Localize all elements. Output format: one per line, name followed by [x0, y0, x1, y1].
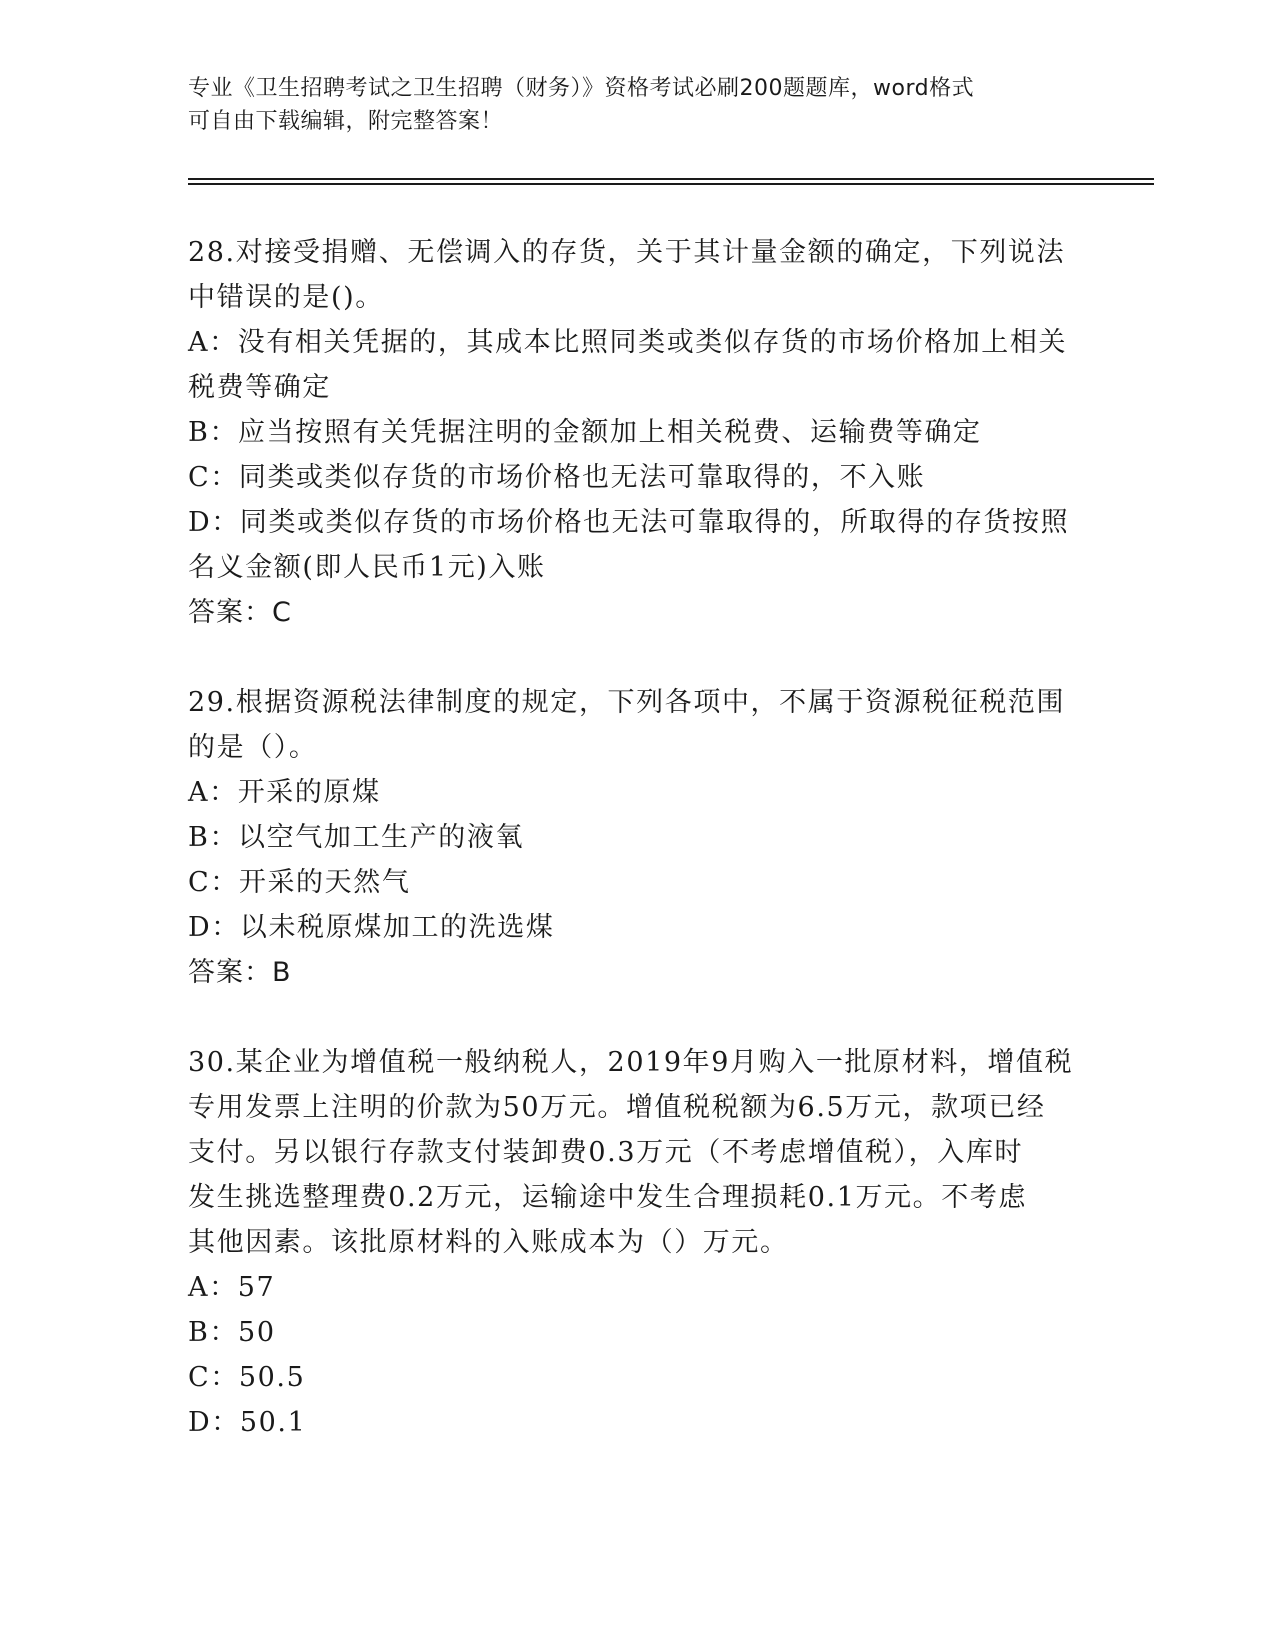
question-30-option-d: D：50.1 — [188, 1407, 307, 1438]
question-28-option-a-line-2: 税费等确定 — [188, 372, 331, 403]
header-line-2: 可自由下载编辑，附完整答案！ — [188, 109, 504, 134]
question-30-stem-line-3: 支付。另以银行存款支付装卸费0.3万元（不考虑增值税），入库时 — [188, 1137, 1024, 1168]
question-30-option-a: A：57 — [188, 1272, 276, 1303]
question-29-answer: 答案：B — [188, 957, 292, 988]
question-29-stem-line-1: 29.根据资源税法律制度的规定，下列各项中，不属于资源税征税范围 — [188, 687, 1066, 718]
question-30-stem-line-5: 其他因素。该批原材料的入账成本为（）万元。 — [188, 1227, 789, 1258]
question-28-option-a-line-1: A：没有相关凭据的，其成本比照同类或类似存货的市场价格加上相关 — [188, 327, 1068, 358]
question-30-option-b: B：50 — [188, 1317, 276, 1348]
question-30-stem-line-4: 发生挑选整理费0.2万元，运输途中发生合理损耗0.1万元。不考虑 — [188, 1182, 1028, 1213]
header-divider-bottom — [188, 183, 1154, 185]
question-28-stem-line-2: 中错误的是()。 — [188, 282, 384, 313]
question-29-option-a: A：开采的原煤 — [188, 777, 381, 808]
header-divider-top — [188, 178, 1154, 180]
question-30-stem-line-2: 专用发票上注明的价款为50万元。增值税税额为6.5万元，款项已经 — [188, 1092, 1046, 1123]
question-30-stem-line-1: 30.某企业为增值税一般纳税人，2019年9月购入一批原材料，增值税 — [188, 1047, 1074, 1078]
document-header — [188, 72, 1068, 138]
question-29-option-c: C：开采的天然气 — [188, 867, 411, 898]
question-28-answer: 答案：C — [188, 597, 292, 628]
question-29-option-d: D：以未税原煤加工的洗选煤 — [188, 912, 555, 943]
question-28-option-d-line-1: D：同类或类似存货的市场价格也无法可靠取得的，所取得的存货按照 — [188, 507, 1070, 538]
question-28-option-b: B：应当按照有关凭据注明的金额加上相关税费、运输费等确定 — [188, 417, 982, 448]
question-30-option-c: C：50.5 — [188, 1362, 306, 1393]
question-29-stem-line-2: 的是（）。 — [188, 732, 318, 763]
question-28-option-d-line-2: 名义金额(即人民币1元)入账 — [188, 552, 546, 583]
question-28-stem-line-1: 28.对接受捐赠、无偿调入的存货，关于其计量金额的确定，下列说法 — [188, 237, 1066, 268]
header-line-1: 专业《卫生招聘考试之卫生招聘（财务）》资格考试必刷200题题库，word格式 — [188, 76, 975, 101]
question-29-option-b: B：以空气加工生产的液氧 — [188, 822, 525, 853]
question-28-option-c: C：同类或类似存货的市场价格也无法可靠取得的，不入账 — [188, 462, 926, 493]
